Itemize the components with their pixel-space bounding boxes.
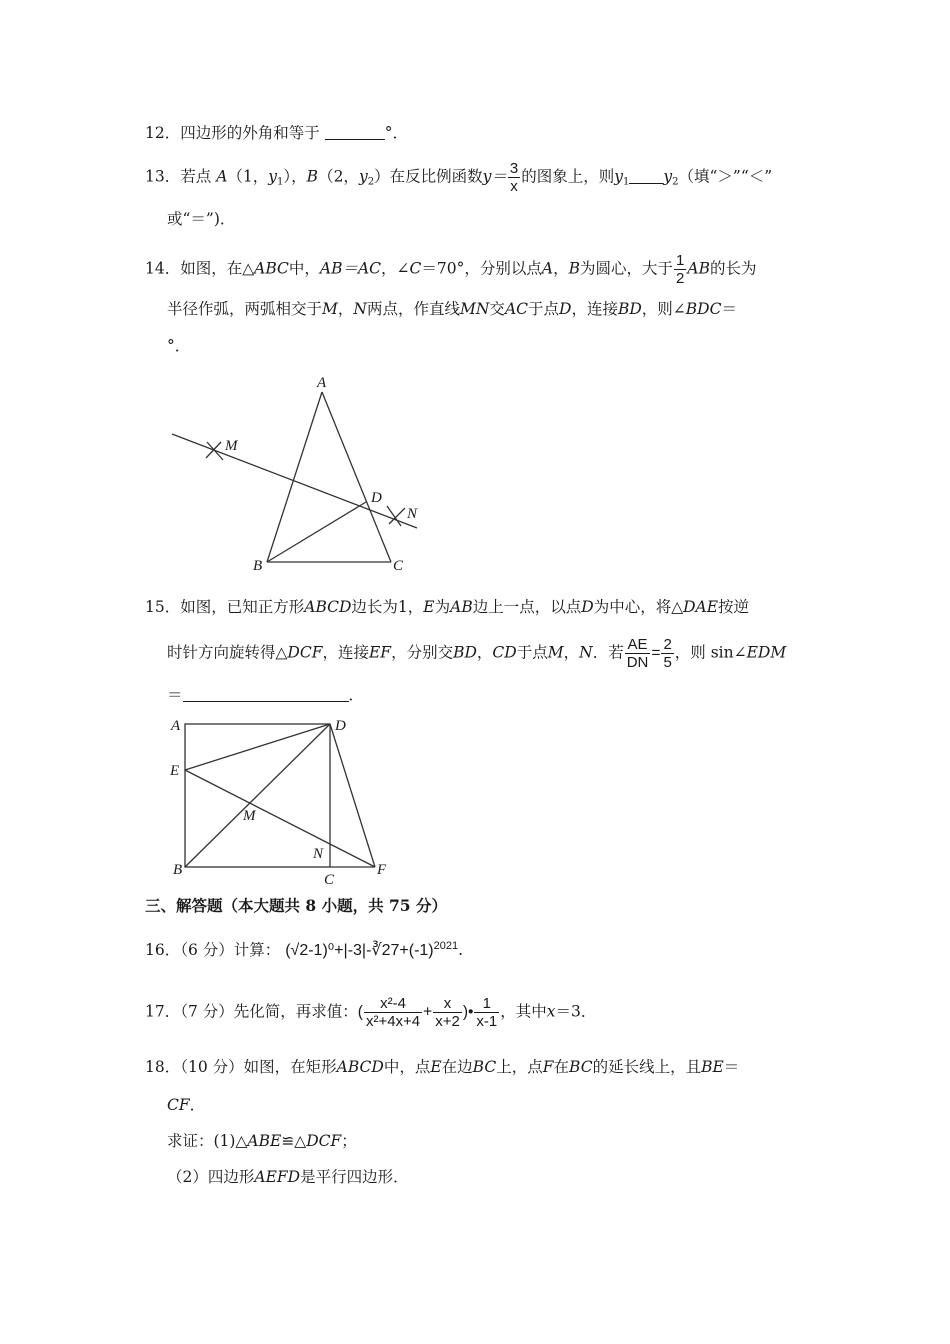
arc-mark-M: [206, 442, 223, 460]
q13-fden: x: [510, 178, 518, 195]
q15-l2e: 于点: [516, 643, 548, 662]
q14-l2b: ，: [337, 300, 354, 318]
q12-number: 12．: [145, 124, 181, 142]
q17-f3n: 1: [474, 995, 499, 1013]
q14-ABC: ABC: [254, 259, 289, 278]
q15-EF: EF: [368, 643, 392, 662]
fig15-label-C: C: [324, 872, 335, 888]
fig14-label-D: D: [371, 490, 382, 506]
q12-blank: [325, 123, 385, 140]
q15-l2h: ，则 sin∠: [674, 643, 747, 662]
q15-DAE: DAE: [683, 598, 719, 616]
q16-expression: (√2-1)⁰+|-3|-∛27+(-1): [285, 942, 434, 960]
q15-E: E: [423, 598, 435, 616]
q13-y1: y: [268, 167, 278, 186]
q18-DCF: DCF: [306, 1132, 342, 1150]
q18-E: E: [430, 1058, 442, 1076]
q17-open: (: [357, 1003, 363, 1021]
q13-p2: （1，: [227, 167, 269, 186]
question-12: [145, 122, 408, 144]
q18-l1c: 在边: [441, 1058, 473, 1076]
q15-fden2: 5: [663, 654, 672, 671]
q18-l3a: 求证：(1)△: [167, 1132, 248, 1150]
question-16: [145, 935, 463, 962]
q18-ABE: ABE: [247, 1132, 282, 1150]
q14-A: A: [541, 259, 554, 278]
q14-MN: MN: [459, 300, 490, 318]
fig15-label-D: D: [335, 718, 346, 734]
q13-number: 13．: [145, 167, 181, 186]
q18-cong: ≌△: [281, 1132, 307, 1150]
q17-frac1: [364, 995, 422, 1030]
q17-f1d: x²+4x+4: [365, 1013, 421, 1030]
q18-line3: [167, 1130, 357, 1152]
fig15-label-N: N: [313, 846, 324, 862]
q15-CD: CD: [492, 643, 517, 662]
q15-l2b: ，连接: [322, 643, 369, 662]
q14-l3: °．: [167, 337, 191, 355]
q14-AB: AB: [687, 259, 710, 278]
q15-BD: BD: [453, 643, 477, 662]
q16-end: .: [458, 941, 464, 960]
q12-text: 四边形的外角和等于: [180, 124, 320, 142]
q14-l2a: 半径作弧，两弧相交于: [167, 300, 323, 318]
q14-l1b: 中，: [288, 259, 320, 278]
q15-N: N: [579, 643, 593, 662]
q14-l2e: 于点: [528, 300, 560, 318]
q15-fnum1: AE: [625, 636, 651, 654]
question-18: [145, 1056, 739, 1078]
q14-BD: BD: [617, 300, 642, 318]
q18-l1a: （10 分）如图，在矩形: [180, 1058, 337, 1076]
q17-f2d: x+2: [435, 1013, 460, 1030]
q14-line3: [167, 335, 190, 357]
q18-number: 18．: [145, 1058, 181, 1076]
q14-number: 14．: [145, 259, 181, 278]
q15-l1b: 边长为1，: [351, 598, 424, 616]
q15-square-figure: [165, 712, 395, 888]
q13-yeq: y＝: [482, 167, 507, 186]
q15-ABCD: ABCD: [304, 598, 352, 616]
q15-AB: AB: [450, 598, 473, 616]
q17-x: x: [546, 1002, 556, 1021]
q13-s2b: 2: [672, 176, 679, 188]
q13-A: A: [216, 167, 228, 186]
q18-BC2: BC: [569, 1058, 593, 1076]
segment-DF: [330, 724, 375, 867]
q17-f1n: x²-4: [364, 995, 422, 1013]
fig15-label-M: M: [243, 808, 256, 824]
q18-CF: CF: [167, 1096, 190, 1114]
q15-fraction-2-5: [661, 636, 673, 671]
q15-l1e: 为中心，将△: [593, 598, 684, 616]
q15-l2c: ，分别交: [391, 643, 454, 662]
q17-val: ＝3．: [555, 1002, 597, 1021]
segment-BD: [267, 502, 366, 562]
q18-l1d: 上，点: [496, 1058, 543, 1076]
q13-fraction: [508, 160, 520, 195]
q15-l2a: 时针方向旋转得△: [167, 643, 288, 662]
q18-l1f: 的延长线上，且: [592, 1058, 702, 1076]
q14-l1a: 如图，在△: [180, 259, 255, 278]
question-15: [145, 596, 749, 618]
q18-ABCD: ABCD: [336, 1058, 384, 1076]
q15-eq: =: [651, 644, 661, 662]
q15-blank: [183, 685, 349, 702]
q13-y2a: y: [358, 167, 368, 186]
q15-M: M: [547, 643, 564, 662]
q14-l2d: 交: [489, 300, 505, 318]
q15-D: D: [581, 598, 594, 616]
q17-frac3: [474, 995, 499, 1030]
q15-l1d: 边上一点，以点: [472, 598, 582, 616]
fig14-label-C: C: [393, 558, 404, 574]
q14-BDC: BDC: [685, 300, 722, 318]
q12-after: °．: [384, 124, 408, 142]
q15-l3a: ＝: [167, 686, 183, 704]
q17-tail: ，其中: [500, 1002, 547, 1021]
fig14-label-A: A: [317, 375, 327, 391]
segment-AB: [267, 392, 322, 562]
q14-l1g: 的长为: [709, 259, 757, 278]
q14-l2g: ，则∠: [641, 300, 686, 318]
q15-l1f: 按逆: [718, 598, 750, 616]
q18-l4b: 是平行四边形．: [300, 1168, 409, 1186]
segment-ED: [185, 724, 330, 770]
q15-l1c: 为: [434, 598, 451, 616]
q15-l1a: 如图，已知正方形: [180, 598, 305, 616]
q14-M: M: [322, 300, 338, 318]
q18-l1e: 在: [553, 1058, 570, 1076]
q14-C: C: [409, 259, 422, 278]
q13-y1b: y: [614, 167, 623, 186]
question-14: [145, 252, 756, 287]
q18-AEFD: AEFD: [254, 1168, 301, 1186]
q16-number: 16．: [145, 941, 181, 960]
q14-l2h: ＝: [721, 300, 737, 318]
q17-close: )•: [462, 1003, 474, 1021]
q18-l4a: （2）四边形: [167, 1168, 255, 1186]
q15-l2f: ，: [563, 643, 580, 662]
q14-l1f: 为圆心，大于: [580, 259, 674, 278]
fig15-label-B: B: [173, 862, 183, 878]
q13-fnum: 3: [509, 160, 519, 177]
q13-line2: [167, 208, 235, 230]
q16-exponent: 2021: [433, 940, 459, 952]
q14-l1d: ＝70°，分别以点: [421, 259, 542, 278]
fig15-label-F: F: [377, 862, 387, 878]
q13-p6: 的图象上，则: [521, 167, 615, 186]
question-13: [145, 160, 772, 195]
q14-l1c: ，∠: [381, 259, 410, 278]
q14-ABeqAC: AB＝AC: [319, 259, 382, 278]
q18-BE: BE: [701, 1058, 724, 1076]
q15-number: 15．: [145, 598, 181, 616]
fig14-label-M: M: [225, 438, 238, 454]
q13-s1: 1: [277, 176, 284, 188]
q17-plus: +: [423, 1003, 433, 1021]
q18-BC: BC: [472, 1058, 497, 1076]
q18-l1b: 中，点: [383, 1058, 431, 1076]
section-3-title-text: 三、解答题（本大题共 8 小题，共 75 分）: [145, 896, 447, 915]
q14-l2f: ，连接: [571, 300, 618, 318]
fig14-label-N: N: [407, 506, 418, 522]
q14-line2: [167, 298, 737, 320]
q14-N: N: [353, 300, 367, 318]
q13-line2-text: 或“＝”)．: [167, 210, 236, 228]
q13-y2b: y: [663, 167, 673, 186]
line-MN: [172, 434, 417, 528]
q15-fden1: DN: [626, 654, 649, 671]
q13-p5: ）在反比例函数: [374, 167, 483, 186]
q14-fnum: 1: [676, 252, 685, 269]
segment-AC: [322, 392, 391, 562]
segment-EF: [185, 770, 375, 867]
fig15-label-E: E: [170, 763, 180, 779]
q14-D: D: [559, 300, 572, 318]
fig14-label-B: B: [253, 558, 263, 574]
section-3-title: [145, 895, 447, 917]
q14-fraction: [674, 252, 686, 287]
q15-l3b: ．: [348, 686, 365, 704]
q17-f2n: x: [433, 995, 462, 1013]
question-17: [145, 995, 596, 1030]
q15-l2d: ，: [476, 643, 493, 662]
segment-BD: [185, 724, 330, 867]
q13-p4: （2，: [318, 167, 359, 186]
q18-l3b: ；: [341, 1132, 357, 1150]
q18-line2: [167, 1094, 205, 1116]
q13-s1b: 1: [622, 176, 630, 188]
q15-DCF: DCF: [287, 643, 323, 662]
q18-l1g: ＝: [723, 1058, 740, 1076]
q17-number: 17．: [145, 1002, 181, 1021]
q13-p3: ），: [283, 167, 307, 186]
q15-line3: [167, 684, 364, 706]
q14-triangle-figure: [165, 370, 435, 580]
q14-l2c: 两点，作直线: [366, 300, 460, 318]
q13-blank: [629, 167, 663, 184]
q15-fnum2: 2: [663, 636, 672, 653]
q18-line4: [167, 1166, 409, 1188]
q14-fden: 2: [676, 270, 685, 287]
q17-text: （7 分）先化简，再求值：: [180, 1002, 358, 1021]
q14-l1e: ，: [553, 259, 569, 278]
q13-B: B: [306, 167, 319, 186]
q17-f3d: x-1: [476, 1013, 498, 1030]
q15-fraction-ae-dn: [625, 636, 651, 671]
q15-line2: [167, 636, 786, 671]
q14-AC: AC: [504, 300, 528, 318]
q16-text: （6 分）计算：: [180, 941, 281, 960]
q13-p7: （填“＞”“＜”: [678, 167, 773, 186]
q14-B: B: [568, 259, 581, 278]
q15-EDM: EDM: [746, 643, 787, 662]
q18-F: F: [542, 1058, 554, 1076]
q17-frac2: [433, 995, 462, 1030]
fig15-label-A: A: [171, 718, 181, 734]
q18-l2b: ．: [189, 1096, 206, 1114]
q13-p1: 若点: [180, 167, 212, 186]
q13-s2a: 2: [367, 176, 375, 188]
q15-l2g: ．若: [592, 643, 624, 662]
